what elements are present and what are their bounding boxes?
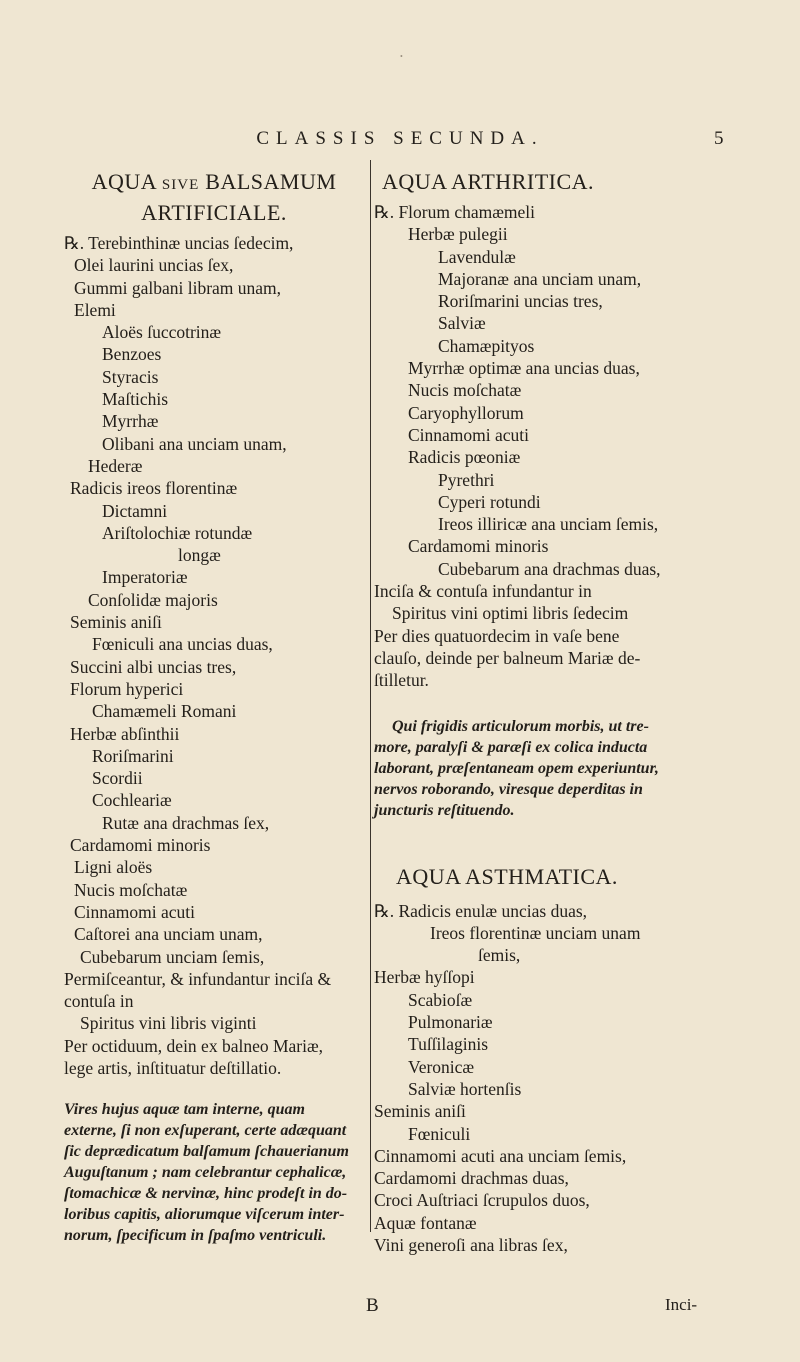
recipe-line: Chamæpityos (438, 335, 535, 356)
note-line: ſic deprædicatum balſamum ſchauerianum (64, 1143, 349, 1161)
note-line: laborant, præſentaneam opem experiuntur, (374, 759, 659, 777)
recipe-line: Nucis moſchatæ (408, 380, 522, 401)
recipe-line: Lavendulæ (438, 246, 516, 267)
recipe-line: Imperatoriæ (102, 567, 188, 588)
recipe-line: ℞. Florum chamæmeli (374, 202, 536, 222)
note-line: juncturis reſtituendo. (374, 801, 515, 819)
recipe-line: Cubebarum ana drachmas duas, (438, 558, 661, 579)
ingredient-list-asthmatica (374, 900, 714, 1257)
recipe-line: Veronicæ (408, 1056, 475, 1077)
recipe-line: Elemi (74, 299, 116, 320)
recipe-line: Myrrhæ (102, 411, 159, 432)
recipe-line: Nucis moſchatæ (74, 879, 188, 900)
page-number: 5 (714, 128, 724, 149)
recipe-line: Radicis pœoniæ (408, 447, 521, 468)
recipe-line: Per octiduum, dein ex balneo Mariæ, (64, 1035, 324, 1056)
column-divider (370, 160, 371, 1232)
recipe-line: Caryophyllorum (408, 402, 524, 423)
recipe-line: Salviæ hortenſis (408, 1078, 522, 1099)
recipe-line: Per dies quatuordecim in vaſe bene (374, 625, 620, 646)
ingredient-list-balsamum (64, 232, 364, 1079)
recipe-line: Maſtichis (102, 389, 169, 410)
recipe-line: Aloës ſuccotrinæ (102, 322, 222, 343)
recipe-line: Herbæ hyſſopi (374, 967, 475, 988)
note-line: nervos roborando, viresque deperditas in (374, 780, 643, 798)
recipe-line: Fœniculi ana uncias duas, (92, 634, 273, 655)
recipe-line: Herbæ abſinthii (70, 723, 180, 744)
recipe-line: Scordii (92, 768, 143, 789)
recipe-line: Seminis aniſi (374, 1101, 466, 1122)
recipe-line: ℞. Radicis enulæ uncias duas, (374, 900, 588, 921)
recipe-line: Benzoes (102, 344, 162, 365)
virtues-note-arthritica (374, 716, 714, 821)
right-column (374, 168, 714, 1256)
recipe-line: Radicis ireos florentinæ (70, 478, 238, 499)
recipe-line: Spiritus vini optimi libris ſedecim (392, 603, 629, 624)
recipe-line: Cardamomi minoris (70, 835, 211, 856)
recipe-title-arthritica: AQUA ARTHRITICA. (382, 169, 595, 194)
recipe-subtitle-balsamum: ARTIFICIALE. (141, 200, 287, 225)
recipe-line: Olei laurini uncias ſex, (74, 255, 234, 276)
recipe-line: Scabioſæ (408, 989, 473, 1010)
note-line: externe, ſi non exſuperant, certe adæquant (64, 1122, 347, 1140)
signature-mark: B (366, 1295, 379, 1316)
virtues-note-balsamum (64, 1099, 364, 1246)
recipe-line: Herbæ pulegii (408, 224, 508, 245)
recipe-line: Cinnamomi acuti (74, 901, 196, 922)
recipe-line: Cinnamomi acuti ana unciam ſemis, (374, 1145, 627, 1166)
recipe-line: Majoranæ ana unciam unam, (438, 268, 642, 289)
ingredient-list-arthritica (374, 201, 714, 692)
recipe-line: Pyrethri (438, 469, 495, 490)
recipe-line: longæ (178, 545, 221, 566)
recipe-line: Cardamomi minoris (408, 536, 549, 557)
note-line: Qui frigidis articulorum morbis, ut tre- (392, 717, 649, 735)
recipe-line: Florum hyperici (70, 678, 184, 699)
note-line: ſtomachicæ & nervinæ, hinc prodeſt in do- (64, 1185, 348, 1203)
recipe-line: Vini generoſi ana libras ſex, (374, 1234, 568, 1255)
recipe-line: Permiſceantur, & infundantur inciſa & (64, 968, 332, 989)
recipe-line: Conſolidæ majoris (88, 589, 218, 610)
recipe-line: Aquæ fontanæ (374, 1212, 477, 1233)
recipe-line: Caſtorei ana unciam unam, (74, 924, 263, 945)
recipe-line: Dictamni (102, 500, 168, 521)
ornament-mark: • (400, 52, 403, 61)
recipe-line: Rutæ ana drachmas ſex, (102, 812, 270, 833)
recipe-line: Fœniculi (408, 1123, 471, 1144)
recipe-line: Spiritus vini libris viginti (80, 1013, 257, 1034)
recipe-line: Olibani ana unciam unam, (102, 433, 287, 454)
recipe-line: Chamæmeli Romani (92, 701, 237, 722)
left-column (64, 168, 364, 1246)
recipe-line: Croci Auſtriaci ſcrupulos duos, (374, 1190, 590, 1211)
recipe-line: Inciſa & contuſa infundantur in (374, 581, 592, 602)
recipe-line: Roriſmarini uncias tres, (438, 291, 603, 312)
recipe-line: Styracis (102, 366, 159, 387)
recipe-line: Gummi galbani libram unam, (74, 277, 282, 298)
recipe-line: Hederæ (88, 455, 143, 476)
recipe-title-asthmatica: AQUA ASTHMATICA. (396, 863, 618, 889)
recipe-line: Ligni aloës (74, 857, 153, 878)
note-line: norum, ſpecificum in ſpaſmo ventriculi. (64, 1227, 327, 1245)
note-line: Vires hujus aquæ tam interne, quam (64, 1101, 305, 1119)
recipe-line: Tuſſilaginis (408, 1034, 489, 1055)
note-line: more, paralyſi & paræſi ex colica inducta (374, 738, 648, 756)
recipe-line: clauſo, deinde per balneum Mariæ de- (374, 647, 641, 668)
recipe-line: Cochleariæ (92, 790, 172, 811)
recipe-line: Roriſmarini (92, 745, 174, 766)
recipe-line: contuſa in (64, 991, 134, 1012)
recipe-line: Ariſtolochiæ rotundæ (102, 522, 253, 543)
recipe-line: Salviæ (438, 313, 486, 334)
running-head: CLASSIS SECUNDA. (256, 128, 544, 149)
recipe-line: Ireos illiricæ ana unciam ſemis, (438, 514, 659, 535)
catchword: Inci- (665, 1295, 698, 1314)
recipe-title-balsamum: AQUA SIVE BALSAMUM (91, 169, 337, 194)
recipe-line: Cinnamomi acuti (408, 424, 530, 445)
recipe-line: ℞. Terebinthinæ uncias ſedecim, (64, 233, 294, 253)
recipe-line: Seminis aniſi (70, 612, 162, 633)
note-line: Auguſtanum ; nam celebrantur cephalicæ, (64, 1164, 347, 1182)
recipe-line: Succini albi uncias tres, (70, 656, 237, 677)
note-line: loribus capitis, aliorumque viſcerum inter- (64, 1206, 345, 1224)
recipe-line: lege artis, inſtituatur deſtillatio. (64, 1057, 282, 1078)
recipe-line: Myrrhæ optimæ ana uncias duas, (408, 358, 640, 379)
recipe-line: ſemis, (478, 945, 521, 966)
recipe-line: Ireos florentinæ unciam unam (430, 922, 641, 943)
recipe-line: Cardamomi drachmas duas, (374, 1168, 569, 1189)
recipe-line: ſtilletur. (374, 670, 429, 691)
recipe-line: Pulmonariæ (408, 1012, 493, 1033)
recipe-line: Cyperi rotundi (438, 491, 541, 512)
recipe-line: Cubebarum unciam ſemis, (80, 946, 265, 967)
